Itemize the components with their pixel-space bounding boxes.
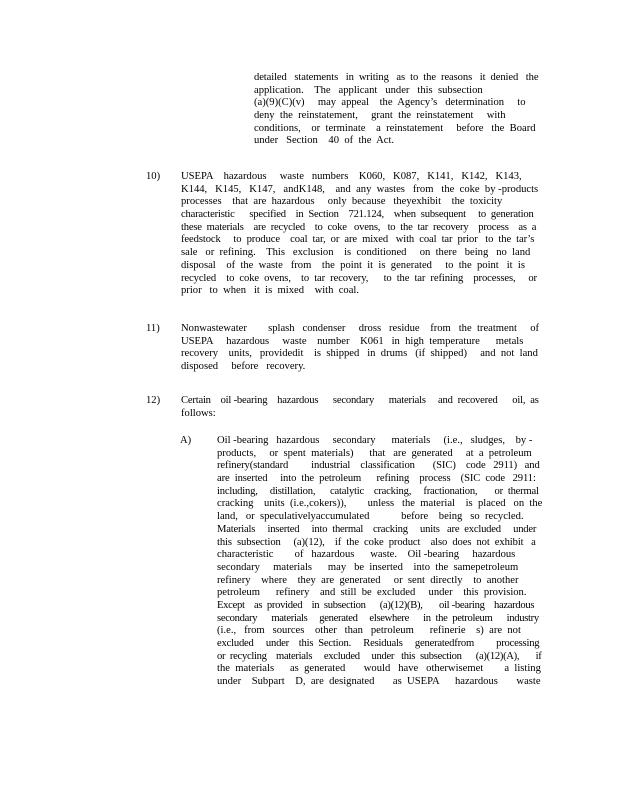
text-line: these materials are recycled to coke ovens, to the tar recovery process as a bbox=[181, 221, 537, 233]
text-line: prior to when it is mixed with coal. bbox=[181, 285, 360, 297]
text-line: Except as provided in subsection (a)(12)(B), oil -bearing hazardous bbox=[217, 599, 535, 611]
text-line: secondary materials generated elsewhere in the petroleum industry bbox=[217, 612, 539, 624]
text-line: disposal of the waste from the point it is generated to the point it is bbox=[181, 259, 525, 271]
text-line: recovery units, providedit is shipped in drums (if shipped) and not land bbox=[181, 348, 538, 360]
text-line: products, or spent materials) that are generated at a petroleum bbox=[217, 447, 532, 459]
text-line: petroleum refinery and still be excluded under this provision. bbox=[217, 587, 527, 599]
text-line: are inserted into the petroleum refining process (SIC code 2911: bbox=[217, 473, 536, 485]
text-line: Oil -bearing hazardous secondary materials (i.e., sludges, by - bbox=[217, 435, 533, 446]
text-line: including, distillation, catalytic cracking, fractionation, or thermal bbox=[217, 485, 539, 497]
text-line: Nonwastewater splash condenser dross residue from the treatment of bbox=[181, 323, 540, 334]
text-line: deny the reinstatement, grant the reinstatement with bbox=[254, 110, 506, 122]
continuation-paragraph bbox=[254, 72, 542, 148]
text-line: land, or speculativelyaccumulated before being so recycled. bbox=[217, 511, 524, 523]
sub-item-text bbox=[217, 435, 542, 689]
text-line: this subsection (a)(12), if the coke product also does not exhibit a bbox=[217, 536, 536, 548]
text-line: (i.e., from sources other than petroleum refinerie s) are not bbox=[217, 625, 521, 637]
text-line: characteristic of hazardous waste. Oil -bearing hazardous bbox=[217, 549, 516, 561]
text-line: under Subpart D, are designated as USEPA hazardous waste bbox=[217, 676, 541, 688]
item-number: 10) bbox=[146, 171, 161, 182]
text-line: K144, K145, K147, andK148, and any wastes from the coke by -products bbox=[181, 183, 539, 195]
text-line: recycled to coke ovens, to tar recovery, to the tar refining processes, or bbox=[181, 272, 537, 284]
text-line: follows: bbox=[181, 407, 216, 419]
text-line: USEPA hazardous waste numbers K060, K087, K141, K142, K143, bbox=[181, 171, 522, 182]
text-line: refinery(standard industrial classification (SIC) code 2911) and bbox=[217, 460, 540, 472]
item-text bbox=[181, 323, 542, 374]
sub-item-letter: A) bbox=[180, 435, 192, 446]
item-number: 12) bbox=[146, 395, 161, 406]
item-number: 11) bbox=[146, 323, 160, 334]
text-line: excluded under this Section. Residuals generatedfrom processing bbox=[217, 638, 540, 649]
item-text bbox=[181, 395, 542, 420]
item-text bbox=[181, 171, 542, 298]
text-line: under Section 40 of the Act. bbox=[254, 135, 395, 147]
text-line: secondary materials may be inserted into the samepetroleum bbox=[217, 561, 519, 573]
text-line: sale or refining. This exclusion is conditioned on there being no land bbox=[181, 247, 531, 259]
text-line: processes that are hazardous only because theyexhibit the toxicity bbox=[181, 196, 503, 208]
text-line: conditions, or terminate a reinstatement before the Board bbox=[254, 122, 536, 134]
text-line: or recycling materials excluded under this subsection (a)(12)(A), if bbox=[217, 650, 542, 662]
text-line: Certain oil -bearing hazardous secondary materials and recovered oil, as bbox=[181, 395, 539, 406]
text-line: refinery where they are generated or sent directly to another bbox=[217, 574, 519, 586]
text-line: cracking units (i.e.,cokers)), unless the material is placed on the bbox=[217, 498, 543, 510]
text-line: Materials inserted into thermal cracking units are excluded under bbox=[217, 523, 537, 535]
text-line: disposed before recovery. bbox=[181, 361, 306, 373]
text-line: application. The applicant under this subsection bbox=[254, 84, 483, 96]
text-line: feedstock to produce coal tar, or are mixed with coal tar prior to the tar’s bbox=[181, 234, 535, 246]
text-line: the materials as generated would have otherwisemet a listing bbox=[217, 663, 541, 675]
text-line: characteristic specified in Section 721.124, when subsequent to generation bbox=[181, 209, 534, 221]
text-line: USEPA hazardous waste number K061 in high temperature metals bbox=[181, 335, 524, 347]
text-line: detailed statements in writing as to the reasons it denied the bbox=[254, 72, 539, 83]
text-line: (a)(9)(C)(v) may appeal the Agency’s determination to bbox=[254, 97, 526, 109]
